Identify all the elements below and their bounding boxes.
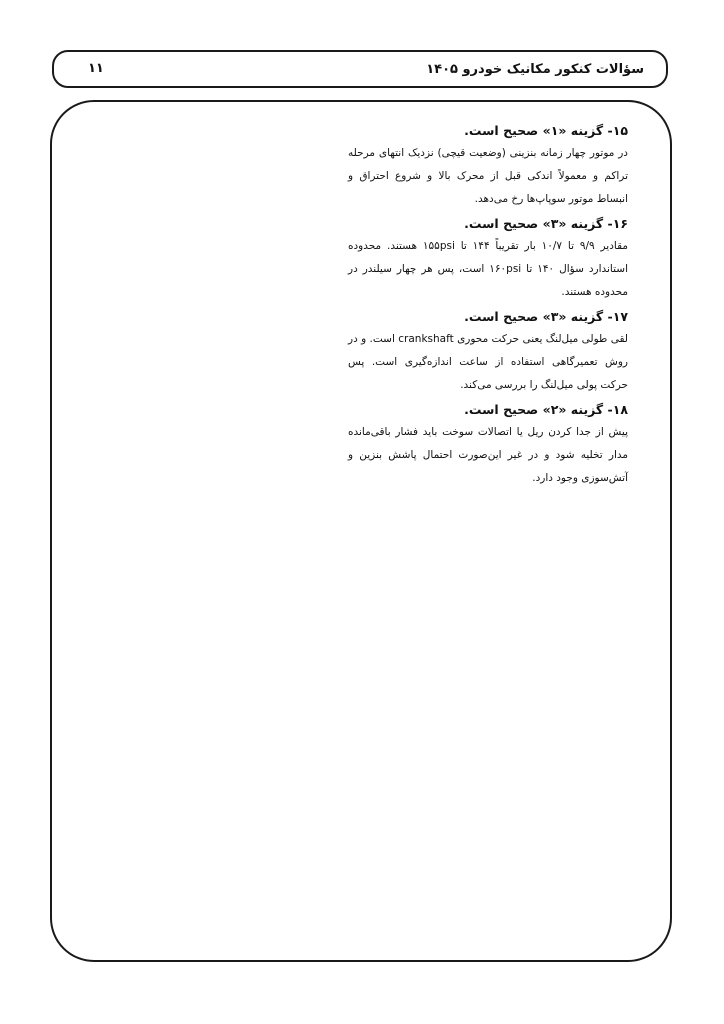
page-header bbox=[52, 50, 668, 88]
header-title: سؤالات کنکور مکانیک خودرو ۱۴۰۵ bbox=[426, 62, 644, 77]
answer-17 bbox=[348, 306, 628, 397]
answers-section bbox=[348, 120, 628, 492]
answer-explanation: مقادیر ۹/۹ تا ۱۰/۷ بار تقریباً ۱۴۴ تا ۱۵۵psi هستند. محدوده استاندارد سؤال ۱۴۰ تا ۱۶۰psi است، پس هر چهار سیلندر در محدوده هستند. bbox=[348, 240, 629, 298]
answer-16 bbox=[348, 213, 628, 304]
answer-explanation: لقی طولی میل‌لنگ یعنی حرکت محوری crankshaft است. و در روش تعمیرگاهی استفاده از ساعت اندازه‌گیری است. پس حرکت پولی میل‌لنگ را بررسی می‌کند. bbox=[348, 333, 628, 391]
answer-heading: ۱۶- گزینه «۳» صحیح است. bbox=[464, 216, 628, 231]
answer-heading: ۱۸- گزینه «۲» صحیح است. bbox=[464, 402, 628, 417]
answer-heading: ۱۷- گزینه «۳» صحیح است. bbox=[464, 309, 628, 324]
answer-18 bbox=[348, 399, 628, 490]
answer-heading: ۱۵- گزینه «۱» صحیح است. bbox=[464, 123, 628, 138]
answer-15 bbox=[348, 120, 628, 211]
answer-explanation: در موتور چهار زمانه بنزینی (وضعیت قیچی) نزدیک انتهای مرحله تراکم و معمولاً اندکی قبل از محرک بالا و شروع احتراق و انبساط موتور سوپاپ‌ها رخ می‌دهد. bbox=[348, 147, 628, 205]
answer-explanation: پیش از جدا کردن ریل یا اتصالات سوخت باید فشار باقی‌مانده مدار تخلیه شود و در غیر این‌صورت احتمال پاشش بنزین و آتش‌سوزی وجود دارد. bbox=[348, 426, 628, 484]
page-number: ۱۱ bbox=[88, 61, 104, 76]
